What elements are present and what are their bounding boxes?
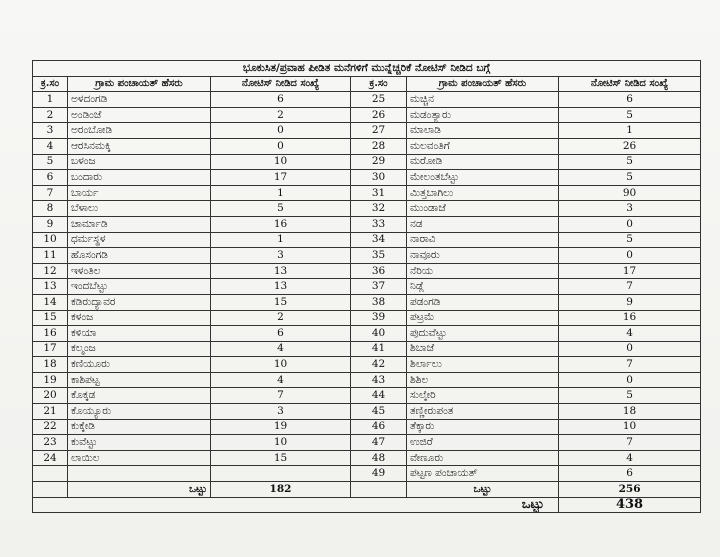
table-row bbox=[33, 466, 701, 482]
row-panchayat-name: ಕಾಶಿಪಟ್ಟ bbox=[68, 372, 211, 388]
row-notice-count: 1 bbox=[211, 185, 351, 201]
row-sl-no: 22 bbox=[33, 419, 68, 435]
row-panchayat-name: ಮಿತ್ತಬಾಗಿಲು bbox=[407, 185, 559, 201]
row-sl-no: 35 bbox=[351, 248, 407, 264]
row-panchayat-name: ಚಾರ್ಮಾಡಿ bbox=[68, 216, 211, 232]
row-panchayat-name: ಬಾರ್ಯ bbox=[68, 185, 211, 201]
table-title: ಭೂಕುಸಿತ/ಪ್ರವಾಹ ಪೀಡಿತ ಮನೆಗಳಿಗೆ ಮುನ್ನೆಚ್ಚರಿಕೆ ನೋಟಿಸ್ ನೀಡಿದ ಬಗ್ಗೆ bbox=[33, 61, 701, 77]
row-sl-no: 38 bbox=[351, 294, 407, 310]
row-notice-count: 0 bbox=[211, 123, 351, 139]
row-panchayat-name: ನೆರಿಯ bbox=[407, 263, 559, 279]
row-notice-count: 15 bbox=[211, 450, 351, 466]
right-total: 256 bbox=[559, 482, 701, 498]
row-panchayat-name: ಮೇಲಂತಬೆಟ್ಟು bbox=[407, 170, 559, 186]
subtotal-label-left: ಒಟ್ಟು bbox=[68, 482, 211, 498]
grand-total-row bbox=[33, 497, 701, 513]
header-count-right: ನೋಟಿಸ್ ನೀಡಿದ ಸಂಖ್ಯೆ bbox=[559, 76, 701, 92]
row-sl-no: 34 bbox=[351, 232, 407, 248]
row-panchayat-name: ನಿಡ್ಲೆ bbox=[407, 279, 559, 295]
row-sl-no: 47 bbox=[351, 435, 407, 451]
row-panchayat-name: ಪುದುವೆಟ್ಟು bbox=[407, 326, 559, 342]
header-sl-no-left: ಕ್ರ.ಸಂ bbox=[33, 76, 68, 92]
row-sl-no: 20 bbox=[33, 388, 68, 404]
header-name-left: ಗ್ರಾಮ ಪಂಚಾಯತ್ ಹೆಸರು bbox=[68, 76, 211, 92]
row-notice-count: 5 bbox=[559, 170, 701, 186]
row-notice-count: 10 bbox=[559, 419, 701, 435]
row-sl-no: 10 bbox=[33, 232, 68, 248]
grand-total: 438 bbox=[559, 497, 701, 513]
row-panchayat-name: ಪಟ್ಟಣ ಪಂಚಾಯತ್ bbox=[407, 466, 559, 482]
row-panchayat-name: ಆರಸಿನಮಕ್ಕಿ bbox=[68, 138, 211, 154]
row-notice-count: 10 bbox=[211, 357, 351, 373]
row-sl-no: 37 bbox=[351, 279, 407, 295]
row-sl-no: 39 bbox=[351, 310, 407, 326]
row-notice-count: 7 bbox=[559, 279, 701, 295]
row-sl-no: 21 bbox=[33, 404, 68, 420]
row-notice-count: 4 bbox=[211, 372, 351, 388]
row-notice-count: 7 bbox=[559, 435, 701, 451]
row-notice-count: 0 bbox=[559, 341, 701, 357]
row-panchayat-name: ಅಳದಂಗಡಿ bbox=[68, 92, 211, 108]
row-panchayat-name: ಕಣಿಯೂರು bbox=[68, 357, 211, 373]
row-sl-no: 26 bbox=[351, 107, 407, 123]
notice-table bbox=[32, 60, 701, 513]
row-notice-count: 17 bbox=[559, 263, 701, 279]
row-notice-count: 15 bbox=[211, 294, 351, 310]
table-row bbox=[33, 185, 701, 201]
subtotal-label-right: ಒಟ್ಟು bbox=[407, 482, 559, 498]
empty-cell bbox=[33, 482, 68, 498]
header-name-right: ಗ್ರಾಮ ಪಂಚಾಯತ್ ಹೆಸರು bbox=[407, 76, 559, 92]
row-notice-count: 0 bbox=[559, 216, 701, 232]
subtotal-row bbox=[33, 482, 701, 498]
row-panchayat-name: ಕುವೆಟ್ಟು bbox=[68, 435, 211, 451]
row-sl-no: 33 bbox=[351, 216, 407, 232]
row-panchayat-name: ಶಿಬಾಜೆ bbox=[407, 341, 559, 357]
table-row bbox=[33, 326, 701, 342]
row-notice-count: 0 bbox=[559, 372, 701, 388]
table-row bbox=[33, 435, 701, 451]
row-sl-no: 32 bbox=[351, 201, 407, 217]
row-panchayat-name: ಬೆಳಾಲು bbox=[68, 201, 211, 217]
row-sl-no: 44 bbox=[351, 388, 407, 404]
row-notice-count: 9 bbox=[559, 294, 701, 310]
table-row bbox=[33, 419, 701, 435]
row-notice-count: 13 bbox=[211, 263, 351, 279]
row-sl-no: 19 bbox=[33, 372, 68, 388]
empty-cell bbox=[68, 466, 211, 482]
row-panchayat-name: ಮಾಲಾಡಿ bbox=[407, 123, 559, 139]
table-row bbox=[33, 248, 701, 264]
row-sl-no: 48 bbox=[351, 450, 407, 466]
row-sl-no: 17 bbox=[33, 341, 68, 357]
row-panchayat-name: ಕಳಂಜ bbox=[68, 310, 211, 326]
row-sl-no: 25 bbox=[351, 92, 407, 108]
header-sl-no-right: ಕ್ರ.ಸಂ bbox=[351, 76, 407, 92]
row-notice-count: 4 bbox=[559, 326, 701, 342]
row-sl-no: 23 bbox=[33, 435, 68, 451]
row-notice-count: 0 bbox=[559, 248, 701, 264]
empty-cell bbox=[33, 497, 559, 513]
row-sl-no: 30 bbox=[351, 170, 407, 186]
row-notice-count: 2 bbox=[211, 107, 351, 123]
row-panchayat-name: ನಾರಾವಿ bbox=[407, 232, 559, 248]
row-notice-count: 1 bbox=[211, 232, 351, 248]
row-sl-no: 2 bbox=[33, 107, 68, 123]
row-panchayat-name: ನಡ bbox=[407, 216, 559, 232]
table-row bbox=[33, 123, 701, 139]
header-row bbox=[33, 76, 701, 92]
table-row bbox=[33, 372, 701, 388]
row-notice-count: 5 bbox=[211, 201, 351, 217]
row-notice-count: 5 bbox=[559, 107, 701, 123]
table-row bbox=[33, 170, 701, 186]
row-notice-count: 4 bbox=[211, 341, 351, 357]
row-sl-no: 29 bbox=[351, 154, 407, 170]
row-panchayat-name: ಕಲ್ಮಂಜ bbox=[68, 341, 211, 357]
table-row bbox=[33, 263, 701, 279]
row-sl-no: 16 bbox=[33, 326, 68, 342]
row-panchayat-name: ಉಜಿರೆ bbox=[407, 435, 559, 451]
row-notice-count: 2 bbox=[211, 310, 351, 326]
row-panchayat-name: ಸುಲ್ಕೇರಿ bbox=[407, 388, 559, 404]
row-sl-no: 1 bbox=[33, 92, 68, 108]
row-sl-no: 4 bbox=[33, 138, 68, 154]
row-sl-no: 42 bbox=[351, 357, 407, 373]
row-panchayat-name: ಮಡಂತ್ಯಾರು bbox=[407, 107, 559, 123]
row-sl-no: 24 bbox=[33, 450, 68, 466]
title-row bbox=[33, 61, 701, 77]
row-panchayat-name: ಅಂಡಿಂಜೆ bbox=[68, 107, 211, 123]
row-panchayat-name: ಪಡಂಗಡಿ bbox=[407, 294, 559, 310]
row-notice-count: 3 bbox=[559, 201, 701, 217]
row-notice-count: 6 bbox=[211, 326, 351, 342]
row-sl-no: 43 bbox=[351, 372, 407, 388]
row-panchayat-name: ಇಂದಬೆಟ್ಟು bbox=[68, 279, 211, 295]
table-row bbox=[33, 232, 701, 248]
row-sl-no: 3 bbox=[33, 123, 68, 139]
table-row bbox=[33, 201, 701, 217]
row-panchayat-name: ಕುಕ್ಕೇಡಿ bbox=[68, 419, 211, 435]
row-panchayat-name: ಹೊಸಂಗಡಿ bbox=[68, 248, 211, 264]
row-panchayat-name: ಮಚ್ಚಿನ bbox=[407, 92, 559, 108]
table-row bbox=[33, 341, 701, 357]
row-panchayat-name: ತಣ್ಣೀರುಪಂತ bbox=[407, 404, 559, 420]
row-notice-count: 0 bbox=[211, 138, 351, 154]
row-panchayat-name: ವೇಣೂರು bbox=[407, 450, 559, 466]
row-notice-count: 19 bbox=[211, 419, 351, 435]
row-sl-no: 13 bbox=[33, 279, 68, 295]
table-row bbox=[33, 404, 701, 420]
row-sl-no: 31 bbox=[351, 185, 407, 201]
row-sl-no: 8 bbox=[33, 201, 68, 217]
grand-total-label: ಒಟ್ಟು bbox=[521, 497, 544, 513]
row-notice-count: 13 bbox=[211, 279, 351, 295]
row-notice-count: 7 bbox=[559, 357, 701, 373]
row-notice-count: 5 bbox=[559, 232, 701, 248]
row-panchayat-name: ಶಿಶಿಲ bbox=[407, 372, 559, 388]
row-sl-no: 45 bbox=[351, 404, 407, 420]
row-notice-count: 3 bbox=[211, 248, 351, 264]
row-panchayat-name: ಕಳಿಯಾ bbox=[68, 326, 211, 342]
row-panchayat-name: ತೆಕ್ಕಾರು bbox=[407, 419, 559, 435]
table-row bbox=[33, 310, 701, 326]
header-count-left: ನೋಟಿಸ್ ನೀಡಿದ ಸಂಖ್ಯೆ bbox=[211, 76, 351, 92]
row-panchayat-name: ಕೊಯ್ಯೂರು bbox=[68, 404, 211, 420]
table-row bbox=[33, 92, 701, 108]
row-sl-no: 11 bbox=[33, 248, 68, 264]
row-notice-count: 3 bbox=[211, 404, 351, 420]
row-notice-count: 16 bbox=[211, 216, 351, 232]
table-row bbox=[33, 357, 701, 373]
row-panchayat-name: ಶಿರ್ಲಾಲು bbox=[407, 357, 559, 373]
row-notice-count: 6 bbox=[559, 92, 701, 108]
table-row bbox=[33, 294, 701, 310]
row-panchayat-name: ಬಂದಾರು bbox=[68, 170, 211, 186]
row-notice-count: 5 bbox=[559, 154, 701, 170]
table-row bbox=[33, 216, 701, 232]
row-panchayat-name: ಮರೋಡಿ bbox=[407, 154, 559, 170]
table-row bbox=[33, 154, 701, 170]
row-notice-count: 6 bbox=[211, 92, 351, 108]
left-total: 182 bbox=[211, 482, 351, 498]
row-sl-no: 12 bbox=[33, 263, 68, 279]
empty-cell bbox=[211, 466, 351, 482]
row-notice-count: 17 bbox=[211, 170, 351, 186]
row-notice-count: 26 bbox=[559, 138, 701, 154]
row-sl-no: 7 bbox=[33, 185, 68, 201]
row-notice-count: 10 bbox=[211, 154, 351, 170]
empty-cell bbox=[33, 466, 68, 482]
row-sl-no: 5 bbox=[33, 154, 68, 170]
row-sl-no: 40 bbox=[351, 326, 407, 342]
row-sl-no: 18 bbox=[33, 357, 68, 373]
table-row bbox=[33, 279, 701, 295]
row-sl-no: 6 bbox=[33, 170, 68, 186]
row-notice-count: 10 bbox=[211, 435, 351, 451]
row-sl-no: 28 bbox=[351, 138, 407, 154]
row-notice-count: 5 bbox=[559, 388, 701, 404]
row-sl-no: 27 bbox=[351, 123, 407, 139]
row-sl-no: 9 bbox=[33, 216, 68, 232]
row-notice-count: 1 bbox=[559, 123, 701, 139]
table-row bbox=[33, 388, 701, 404]
row-panchayat-name: ಮುಂಡಾಜೆ bbox=[407, 201, 559, 217]
row-notice-count: 7 bbox=[211, 388, 351, 404]
row-sl-no: 15 bbox=[33, 310, 68, 326]
row-panchayat-name: ಕಡಿರುದ್ಯಾವರ bbox=[68, 294, 211, 310]
row-sl-no: 49 bbox=[351, 466, 407, 482]
row-panchayat-name: ಮಲವಂತಿಗೆ bbox=[407, 138, 559, 154]
row-notice-count: 90 bbox=[559, 185, 701, 201]
row-notice-count: 6 bbox=[559, 466, 701, 482]
row-sl-no: 46 bbox=[351, 419, 407, 435]
row-panchayat-name: ಕೊಕ್ಕಡ bbox=[68, 388, 211, 404]
row-panchayat-name: ಲಾಯಿಲ bbox=[68, 450, 211, 466]
row-panchayat-name: ಇಳಂತಿಲ bbox=[68, 263, 211, 279]
table-row bbox=[33, 107, 701, 123]
row-panchayat-name: ಬಳಂಜ bbox=[68, 154, 211, 170]
row-panchayat-name: ನಾವೂರು bbox=[407, 248, 559, 264]
row-notice-count: 4 bbox=[559, 450, 701, 466]
row-sl-no: 41 bbox=[351, 341, 407, 357]
row-notice-count: 18 bbox=[559, 404, 701, 420]
row-sl-no: 36 bbox=[351, 263, 407, 279]
empty-cell bbox=[351, 482, 407, 498]
row-panchayat-name: ಅರಂಬೋಡಿ bbox=[68, 123, 211, 139]
row-notice-count: 16 bbox=[559, 310, 701, 326]
table-row bbox=[33, 138, 701, 154]
row-panchayat-name: ಧರ್ಮಸ್ಥಳ bbox=[68, 232, 211, 248]
table-row bbox=[33, 450, 701, 466]
row-sl-no: 14 bbox=[33, 294, 68, 310]
row-panchayat-name: ಪಟ್ರಮೆ bbox=[407, 310, 559, 326]
